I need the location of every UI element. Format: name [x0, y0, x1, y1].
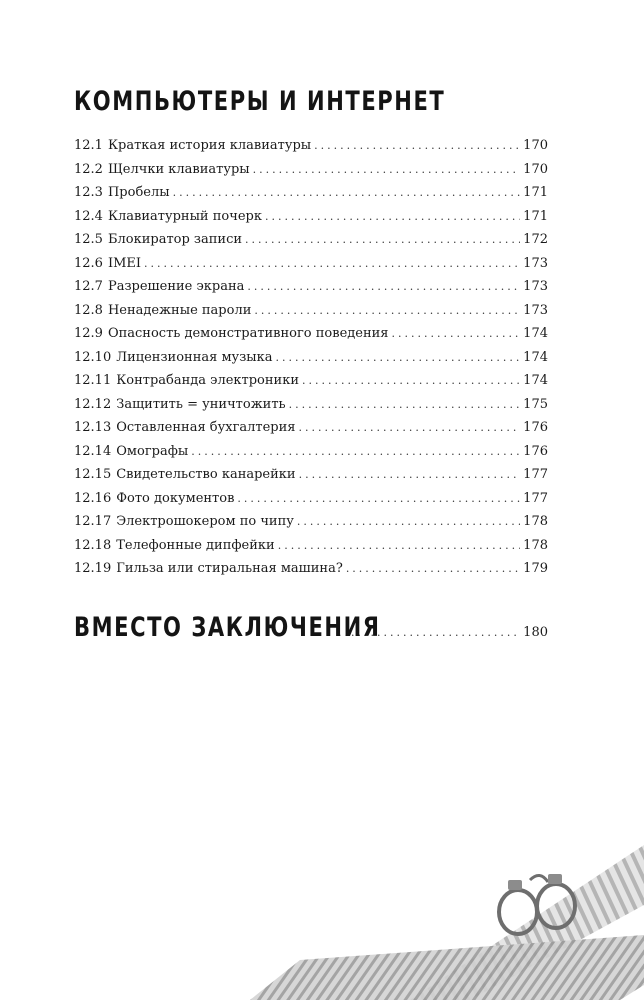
entry-number: 12.7 — [74, 279, 103, 294]
dot-leader — [289, 393, 521, 417]
entry-page-number: 176 — [523, 443, 548, 459]
entry-number: 12.2 — [74, 161, 103, 177]
entry-title: Фото документов — [116, 490, 235, 506]
entry-page-number: 174 — [523, 326, 548, 341]
entry-number: 12.11 — [74, 373, 112, 388]
toc-entry[interactable] — [74, 416, 548, 440]
entry-page-number: 170 — [523, 161, 548, 177]
entry-title: Блокиратор записи — [107, 232, 243, 247]
entry-title: Гильза или стиральная машина? — [116, 561, 343, 576]
entry-title: Защитить = уничтожить — [116, 396, 286, 412]
entry-number: 12.19 — [74, 561, 112, 576]
conclusion-page-number: 180 — [523, 625, 548, 640]
toc-entry[interactable] — [74, 299, 548, 323]
entry-title: Краткая история клавиатуры — [107, 138, 312, 153]
entry-title: Омографы — [116, 443, 189, 459]
entry-page-number: 175 — [523, 396, 548, 412]
entry-number: 12.6 — [74, 255, 103, 271]
dot-leader — [346, 557, 520, 581]
entry-page-number: 171 — [523, 208, 548, 224]
dot-leader — [237, 487, 520, 511]
entry-title: IMEI — [107, 255, 142, 271]
toc-entry[interactable] — [74, 510, 548, 534]
toc-entry[interactable] — [74, 181, 548, 205]
tape-strip-upper — [410, 845, 644, 1000]
entry-number: 12.9 — [74, 326, 103, 341]
dot-leader — [314, 134, 520, 158]
dot-leader — [265, 205, 520, 229]
entry-page-number: 177 — [523, 490, 548, 506]
conclusion-entry[interactable] — [74, 612, 548, 646]
entry-title: Разрешение экрана — [107, 279, 245, 294]
entry-title: Щелчки клавиатуры — [107, 161, 250, 177]
entry-number: 12.15 — [74, 467, 112, 482]
section-title: КОМПЬЮТЕРЫ И ИНТЕРНЕТ — [74, 86, 446, 117]
dot-leader — [392, 322, 521, 346]
dot-leader — [245, 228, 520, 252]
dot-leader — [299, 463, 521, 487]
dot-leader — [302, 369, 520, 393]
entry-title: Свидетельство канарейки — [116, 467, 296, 482]
toc-entry[interactable] — [74, 487, 548, 511]
dot-leader — [297, 510, 520, 534]
entry-page-number: 178 — [523, 514, 548, 529]
entry-title: Лицензионная музыка — [116, 349, 273, 365]
toc-entry[interactable] — [74, 134, 548, 158]
entry-number: 12.10 — [74, 349, 112, 365]
entry-title: Клавиатурный почерк — [107, 208, 262, 224]
entry-page-number: 173 — [523, 302, 548, 318]
entry-title: Оставленная бухгалтерия — [116, 420, 296, 435]
entry-page-number: 174 — [523, 349, 548, 365]
toc-entry[interactable] — [74, 205, 548, 229]
toc-list — [74, 134, 548, 581]
toc-entry[interactable] — [74, 440, 548, 464]
toc-entry[interactable] — [74, 275, 548, 299]
entry-page-number: 173 — [523, 279, 548, 294]
toc-entry[interactable] — [74, 252, 548, 276]
toc-entry[interactable] — [74, 557, 548, 581]
entry-page-number: 172 — [523, 232, 548, 247]
dot-leader — [247, 275, 520, 299]
toc-entry[interactable] — [74, 534, 548, 558]
entry-page-number: 179 — [523, 561, 548, 576]
entry-number: 12.13 — [74, 420, 112, 435]
tape-strip-lower — [250, 935, 644, 1000]
entry-number: 12.14 — [74, 443, 112, 459]
entry-number: 12.17 — [74, 514, 112, 529]
toc-entry[interactable] — [74, 463, 548, 487]
toc-entry[interactable] — [74, 346, 548, 370]
entry-number: 12.18 — [74, 537, 112, 553]
dot-leader — [278, 534, 520, 558]
entry-page-number: 170 — [523, 138, 548, 153]
dot-leader — [254, 299, 520, 323]
entry-page-number: 178 — [523, 537, 548, 553]
dot-leader — [191, 440, 520, 464]
entry-title: Электрошокером по чипу — [116, 514, 294, 529]
conclusion-title: ВМЕСТО ЗАКЛЮЧЕНИЯ — [74, 612, 381, 643]
toc-entry[interactable] — [74, 393, 548, 417]
entry-number: 12.1 — [74, 138, 103, 153]
entry-number: 12.3 — [74, 185, 103, 200]
entry-title: Опасность демонстративного поведения — [107, 326, 389, 341]
dot-leader — [253, 158, 521, 182]
dot-leader — [298, 416, 520, 440]
dot-leader — [144, 252, 520, 276]
entry-page-number: 177 — [523, 467, 548, 482]
entry-number: 12.5 — [74, 232, 103, 247]
handcuffs-icon — [499, 874, 575, 934]
entry-page-number: 173 — [523, 255, 548, 271]
entry-title: Телефонные дипфейки — [116, 537, 275, 553]
toc-entry[interactable] — [74, 322, 548, 346]
entry-number: 12.16 — [74, 490, 112, 506]
entry-page-number: 171 — [523, 185, 548, 200]
entry-number: 12.8 — [74, 302, 103, 318]
entry-number: 12.12 — [74, 396, 112, 412]
dot-leader — [173, 181, 521, 205]
entry-page-number: 176 — [523, 420, 548, 435]
entry-title: Ненадежные пароли — [107, 302, 252, 318]
entry-page-number: 174 — [523, 373, 548, 388]
dot-leader — [276, 346, 521, 370]
toc-entry[interactable] — [74, 228, 548, 252]
toc-entry[interactable] — [74, 158, 548, 182]
entry-number: 12.4 — [74, 208, 103, 224]
toc-entry[interactable] — [74, 369, 548, 393]
entry-title: Контрабанда электроники — [116, 373, 299, 388]
entry-title: Пробелы — [107, 185, 170, 200]
